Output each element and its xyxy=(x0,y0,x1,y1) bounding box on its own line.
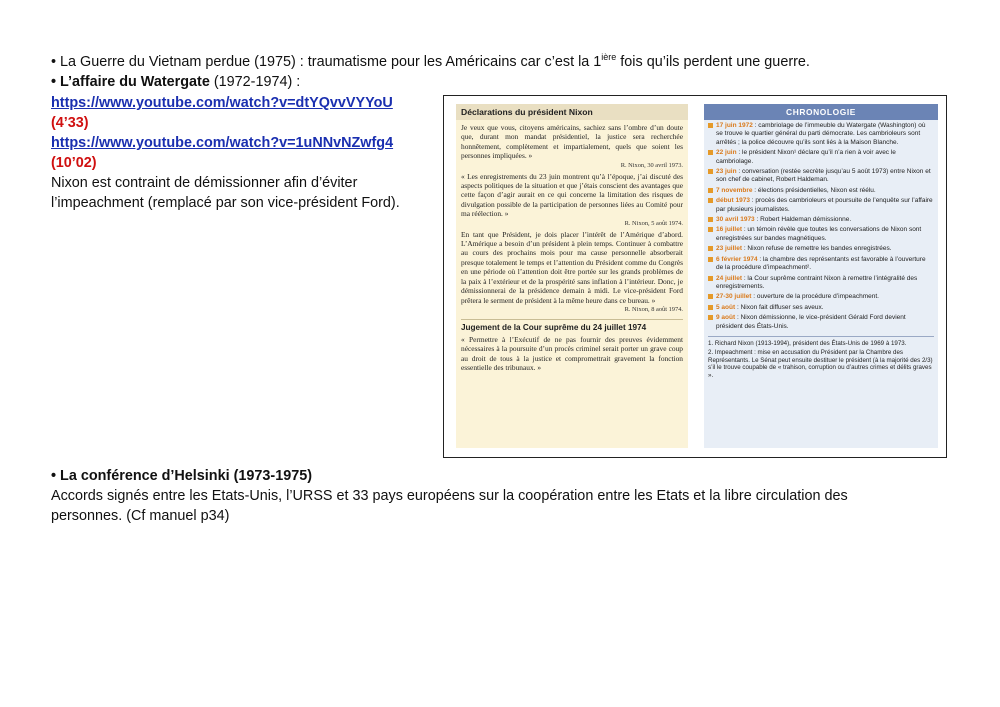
square-bullet-icon xyxy=(708,150,713,155)
chronology-event: 22 juin : le président Nixon¹ déclare qu’il n’a rien à voir avec le cambriolage. xyxy=(708,149,934,166)
chronology-event: 30 avril 1973 : Robert Haldeman démissionne. xyxy=(708,216,934,224)
bullet: • xyxy=(51,468,57,484)
chronology-event: 27-30 juillet : ouverture de la procédure d’impeachment. xyxy=(708,293,934,301)
helsinki-text-1: Accords signés entre les Etats-Unis, l’URSS et 33 pays européens sur la coopération entre les Etats et la libre circulation des xyxy=(51,488,848,504)
square-bullet-icon xyxy=(708,123,713,128)
quote-3: En tant que Président, je dois placer l’intérêt de l’Amérique d’abord. L’Amérique a besoin d’un président à plein temps. Continuer à combattre au cours des prochains mois pour ma cause personnelle absorberait presque totalement le temps et l’attention du Président comme du Congrès en une période où l’attention doit être portée sur les grands problèmes de la paix à l’extérieur et de la prospérité sans inflation à l’intérieur. Donc, je démissionnerai de la présidence demain à midi. Le vice-président Ford prêtera le serment de président à la même heure dans ce bureau. » xyxy=(461,229,683,305)
chronology-event: 24 juillet : la Cour suprême contraint Nixon à remettre l’intégralité des enregistrements. xyxy=(708,275,934,292)
watergate-figure xyxy=(443,95,947,458)
square-bullet-icon xyxy=(708,294,713,299)
nixon-declarations-panel xyxy=(456,104,688,448)
chronology-event: 6 février 1974 : la chambre des représentants est favorable à l’ouverture de la procédure d’impeachment². xyxy=(708,256,934,273)
square-bullet-icon xyxy=(708,217,713,222)
footnote-1: 1. Richard Nixon (1913-1994), président des États-Unis de 1969 à 1973. xyxy=(708,339,907,347)
chronology-panel xyxy=(704,104,938,448)
source-2: R. Nixon, 5 août 1974. xyxy=(624,219,683,227)
square-bullet-icon xyxy=(708,198,713,203)
watergate-text-2: l’impeachment (remplacé par son vice-président Ford). xyxy=(51,195,400,211)
chronology-event: 9 août : Nixon démissionne, le vice-président Gérald Ford devient président des États-Unis. xyxy=(708,314,934,331)
chronology-event: 23 juin : conversation (restée secrète jusqu’au 5 août 1973) entre Nixon et son chef de cabinet, Robert Haldeman. xyxy=(708,168,934,185)
quote-2: « Les enregistrements du 23 juin montrent qu’à l’époque, j’ai discuté des aspects politiques de la situation et que j’étais conscient des avantages que cette façon d’agir aurait en ce qui concerne la limitation des risques de divulgation possible de la participation de personnes liées au Comité pour ma réélection. » xyxy=(461,171,683,219)
source-1: R. Nixon, 30 avril 1973. xyxy=(620,161,683,169)
duration-2: (10’02) xyxy=(51,155,97,171)
vietnam-text-end: fois qu’ils perdent une guerre. xyxy=(616,54,810,70)
square-bullet-icon xyxy=(708,227,713,232)
square-bullet-icon xyxy=(708,305,713,310)
source-3: R. Nixon, 8 août 1974. xyxy=(624,305,683,313)
bullet: • xyxy=(51,54,57,70)
helsinki-title: La conférence d’Helsinki (1973-1975) xyxy=(60,468,312,484)
chronology-event: 23 juillet : Nixon refuse de remettre les bandes enregistrées. xyxy=(708,245,934,253)
helsinki-heading xyxy=(51,466,312,486)
square-bullet-icon xyxy=(708,315,713,320)
watergate-dates: (1972-1974) : xyxy=(209,74,301,90)
footnote-2: 2. Impeachment : mise en accusation du Président par la Chambre des Représentants. Le Sénat peut ensuite destituer le président (à la majorité des 2/3) s’il le trouve coupable de « trahison, corruption ou d’autres crimes et délits graves ». xyxy=(708,348,933,380)
watergate-title: L’affaire du Watergate xyxy=(60,74,210,90)
vietnam-text: La Guerre du Vietnam perdue (1975) : traumatisme pour les Américains car c’est la 1 xyxy=(60,54,602,70)
chronology-heading: CHRONOLOGIE xyxy=(704,104,938,120)
quote-4: « Permettre à l’Exécutif de ne pas fournir des preuves évidemment nécessaires à la poursuite d’un procès criminel serait porter un grave coup au droit de tous à la justice et compromettrait gravement la fonction essentielle des tribunaux. » xyxy=(461,334,683,373)
square-bullet-icon xyxy=(708,188,713,193)
duration-1: (4’33) xyxy=(51,115,89,131)
square-bullet-icon xyxy=(708,276,713,281)
watergate-text-1: Nixon est contraint de démissionner afin d’éviter xyxy=(51,175,358,191)
youtube-link-2[interactable]: https://www.youtube.com/watch?v=1uNNvNZwfg4 xyxy=(51,135,394,151)
quote-1: Je veux que vous, citoyens américains, sachiez sans l’ombre d’un doute que, durant mon mandat présidentiel, la justice sera recherchée honnêtement, complètement et impartialement, quels que soient les personnes impliquées. » xyxy=(461,123,683,161)
chronology-event: début 1973 : procès des cambrioleurs et poursuite de l’enquête sur l’affaire par plusieurs journalistes. xyxy=(708,197,934,214)
square-bullet-icon xyxy=(708,246,713,251)
chronology-event: 7 novembre : élections présidentielles, Nixon est réélu. xyxy=(708,187,934,195)
superscript: ière xyxy=(601,52,617,63)
court-heading: Jugement de la Cour suprême du 24 juillet 1974 xyxy=(461,319,683,332)
helsinki-text-2: personnes. (Cf manuel p34) xyxy=(51,508,230,524)
square-bullet-icon xyxy=(708,169,713,174)
youtube-link-1[interactable]: https://www.youtube.com/watch?v=dtYQvvVYYoU xyxy=(51,95,393,111)
vietnam-line xyxy=(51,52,810,72)
watergate-heading xyxy=(51,72,300,92)
square-bullet-icon xyxy=(708,257,713,262)
chronology-event: 5 août : Nixon fait diffuser ses aveux. xyxy=(708,304,934,312)
chronology-list xyxy=(704,122,938,331)
bullet: • xyxy=(51,74,57,90)
chronology-event: 17 juin 1972 : cambriolage de l’immeuble du Watergate (Washington) où se trouve le quartier général du parti démocrate. Les cambrioleurs sont arrêtés ; la police découvre qu’ils sont liés à la Maison Blanche. xyxy=(708,122,934,147)
chronology-event: 16 juillet : un témoin révèle que toutes les conversations de Nixon sont enregistrées sur bandes magnétiques. xyxy=(708,226,934,243)
chronology-notes xyxy=(708,336,934,380)
declarations-heading: Déclarations du président Nixon xyxy=(456,104,688,120)
